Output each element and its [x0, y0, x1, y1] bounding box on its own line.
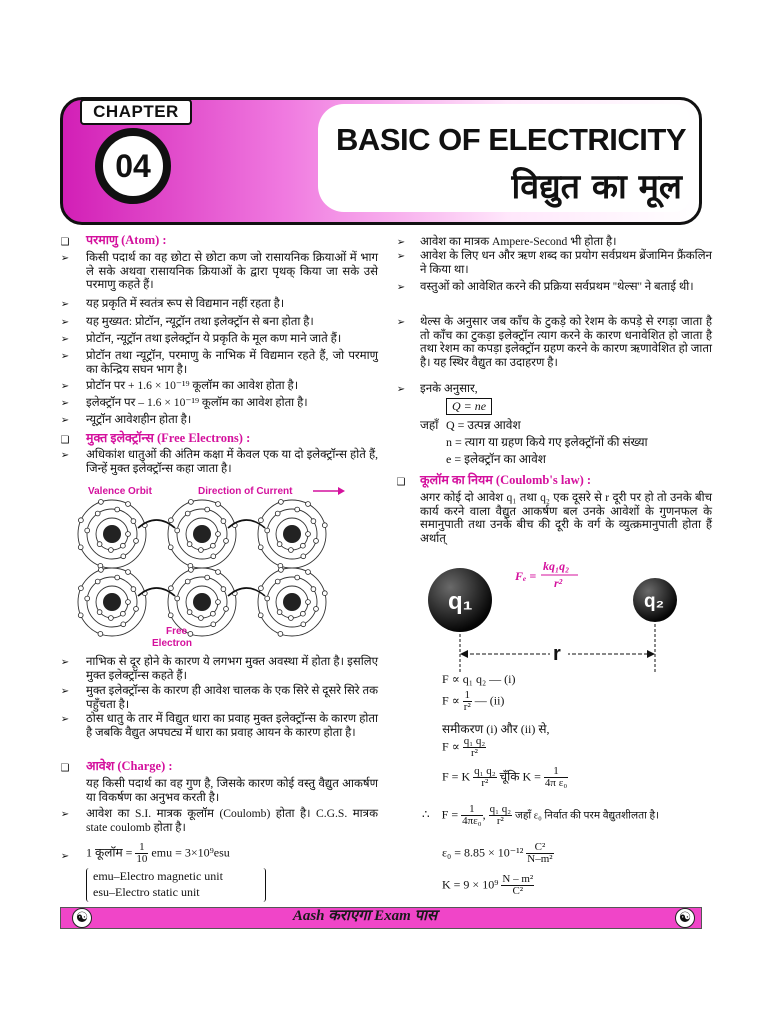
- eq-text: F =: [441, 807, 459, 822]
- fraction: [489, 804, 512, 827]
- electron-dot: [211, 543, 216, 548]
- atom: [258, 568, 327, 637]
- electron-dot: [221, 519, 226, 524]
- electron-dot: [265, 528, 270, 533]
- electron-dot: [189, 568, 194, 573]
- eq-text: ε₀ = 8.85 × 10⁻¹²: [442, 845, 524, 860]
- electron-dot: [295, 507, 300, 512]
- arrow-bullet-icon: ➢: [60, 334, 70, 345]
- list-item: प्रोटॉन तथा न्यूट्रॉन, परमाणु के नाभिक में विद्यमान रहते हैं, जो परमाणु का केन्द्रिय सघन भाग है।: [86, 349, 378, 376]
- list-item: वस्तुओं को आवेशित करने की प्रक्रिया सर्वप्रथम ''थेल्स'' ने बताई थी।: [420, 280, 694, 293]
- fraction-numerator: 1: [461, 804, 483, 816]
- arrow-bullet-icon: ➢: [60, 450, 70, 461]
- fe-numerator: kq₁q₂: [543, 559, 570, 573]
- electron-dot: [79, 586, 84, 591]
- electron-dot: [169, 586, 174, 591]
- list-item: न्यूट्रॉन आवेशहीन होता है।: [86, 413, 192, 426]
- fraction-numerator: q₁ q₂: [489, 803, 512, 815]
- electron-dot: [188, 632, 193, 637]
- k-equation: [442, 874, 534, 897]
- electron-dot: [121, 611, 126, 616]
- list-item: इलेक्ट्रॉन पर – 1.6 × 10⁻¹⁹ कूलॉम का आवेश होता है।: [86, 396, 308, 409]
- atom: [168, 500, 237, 569]
- eq-text: K = 9 × 10⁹: [442, 877, 499, 892]
- electron-dot: [168, 545, 173, 550]
- nucleus: [103, 525, 121, 543]
- electron-dot: [221, 587, 226, 592]
- equation-1: F ∝ q₁ q₂ — (i): [442, 672, 516, 686]
- electron-dot: [275, 511, 280, 516]
- electron-dot: [99, 500, 104, 505]
- fraction-denominator: r²: [496, 815, 504, 827]
- list-item: मुक्त इलेक्ट्रॉन्स के कारण ही आवेश चालक के एक सिरे से दूसरे सिरे तक पहुँचता है।: [86, 684, 378, 711]
- list-item: अधिकांश धातुओं की अंतिम कक्षा में केवल एक या दो इलेक्ट्रॉन्स होते हैं, जिन्हें मुक्त इलेक्ट्रॉन्स कहा जाता है।: [86, 448, 378, 475]
- footer-text: Aash कराएगा Exam पास: [292, 908, 438, 924]
- electron-dot: [115, 575, 120, 580]
- coulomb-emu-equation: [86, 842, 230, 865]
- electron-dot: [301, 554, 306, 559]
- fraction: [135, 842, 148, 865]
- equation-2: [442, 690, 504, 713]
- electron-dot: [258, 545, 263, 550]
- section-heading-coulombs-law: कूलॉम का नियम (Coulomb's law) :: [420, 473, 592, 487]
- electron-dot: [126, 532, 131, 537]
- electron-dot: [121, 554, 126, 559]
- direction-of-current-label: Direction of Current: [198, 486, 293, 497]
- electron-dot: [279, 500, 284, 505]
- arrow-right-icon: [647, 650, 655, 658]
- current-arrow-icon: [338, 487, 345, 495]
- arrow-bullet-icon: ➢: [60, 809, 70, 820]
- eq-text: F ∝: [442, 693, 460, 708]
- electron-dot: [199, 548, 204, 553]
- electron-dot: [275, 579, 280, 584]
- fraction-denominator: C²: [512, 885, 524, 897]
- electron-dot: [126, 600, 131, 605]
- electron-dot: [95, 511, 100, 516]
- eq-text: चूँकि K =: [499, 769, 541, 784]
- eq-text: emu = 3×10⁹esu: [151, 845, 230, 860]
- electron-dot: [306, 532, 311, 537]
- electron-dot: [314, 539, 319, 544]
- electron-dot: [306, 570, 311, 575]
- arrow-bullet-icon: ➢: [60, 714, 70, 725]
- electron-dot: [95, 579, 100, 584]
- electron-dot: [277, 610, 282, 615]
- atom: [78, 568, 147, 637]
- chapter-label: CHAPTER: [80, 99, 192, 125]
- arrow-bullet-icon: ➢: [60, 398, 70, 409]
- electron-dot: [259, 586, 264, 591]
- electron-dot: [175, 528, 180, 533]
- nucleus: [283, 525, 301, 543]
- chapter-number: 04: [95, 128, 171, 204]
- page-title: BASIC OF ELECTRICITY: [336, 122, 686, 157]
- electron-dot: [289, 548, 294, 553]
- fraction: [526, 842, 553, 865]
- electron-dot: [265, 596, 270, 601]
- arrow-bullet-icon: ➢: [60, 351, 70, 362]
- free-label: Free: [166, 626, 188, 637]
- electron-dot: [289, 616, 294, 621]
- list-item: ठोस धातु के तार में विद्युत धारा का प्रवाह मुक्त इलेक्ट्रॉन्स के कारण होता है जबकि वैद्युत अपघट्य में धारा का प्रवाह आयन के कारण होता है।: [86, 712, 378, 739]
- electron-dot: [322, 591, 327, 596]
- fraction-numerator: C²: [526, 842, 553, 854]
- list-item: यह मुख्यत: प्रोटॉन, न्यूट्रॉन तथा इलेक्ट्रॉन से बना होता है।: [86, 315, 314, 328]
- electron-dot: [199, 616, 204, 621]
- atom: [258, 500, 327, 569]
- yin-yang-icon: ☯: [675, 908, 695, 928]
- list-item: यह प्रकृति में स्वतंत्र रूप से विद्यमान नहीं रहता है।: [86, 297, 285, 310]
- fraction-numerator: 1: [544, 766, 568, 778]
- nucleus: [103, 593, 121, 611]
- fraction-denominator: r²: [463, 701, 471, 713]
- fraction-denominator: 10: [136, 853, 148, 865]
- electron-dot: [311, 519, 316, 524]
- electron-dot: [185, 511, 190, 516]
- e-definition: e = इलेक्ट्रॉन का आवेश: [446, 452, 546, 466]
- electron-dot: [187, 610, 192, 615]
- electron-dot: [109, 616, 114, 621]
- arrow-left-icon: [460, 650, 468, 658]
- eq-text: F = K: [442, 769, 471, 784]
- electron-dot: [134, 607, 139, 612]
- list-item: आवेश का मात्रक Ampere-Second भी होता है।: [420, 235, 617, 248]
- nucleus: [193, 525, 211, 543]
- electron-dot: [126, 502, 131, 507]
- electron-dot: [224, 607, 229, 612]
- electron-dot: [131, 519, 136, 524]
- electron-dot: [97, 610, 102, 615]
- electron-dot: [85, 596, 90, 601]
- arrow-bullet-icon: ➢: [60, 381, 70, 392]
- fraction-denominator: N–m²: [527, 853, 553, 865]
- electron-dot: [189, 500, 194, 505]
- arrow-bullet-icon: ➢: [60, 657, 70, 668]
- electron-dot: [109, 548, 114, 553]
- electron-dot: [306, 600, 311, 605]
- q-definition: Q = उत्पन्न आवेश: [446, 418, 521, 432]
- arrow-bullet-icon: ➢: [60, 686, 70, 697]
- fraction: [463, 690, 472, 713]
- electron-dot: [211, 622, 216, 627]
- equation-5: ∴ F = $\frac{1}{\text{4πε₀}}$ , $\frac{\text{q₁ q₂}}{\text{r²}}$ जहाँ ε₀ निर्वात की परम वैद्युतशीलता है।: [422, 803, 660, 827]
- electron-dot: [259, 518, 264, 523]
- electron-dot: [224, 539, 229, 544]
- list-item: प्रोटॉन पर + 1.6 × 10⁻¹⁹ कूलॉम का आवेश होता है।: [86, 379, 299, 392]
- arrow-bullet-icon: ➢: [396, 282, 406, 293]
- square-bullet-icon: ❑: [396, 477, 406, 488]
- section-heading-charge: आवेश (Charge) :: [86, 759, 173, 773]
- fraction-numerator: q₁ q₂: [463, 735, 486, 747]
- fraction: [501, 874, 534, 897]
- fraction-numerator: 1: [464, 689, 471, 701]
- electron-dot: [211, 611, 216, 616]
- eq-text: F ∝: [442, 739, 460, 754]
- fraction-numerator: N – m²: [502, 873, 534, 885]
- arrow-bullet-icon: ➢: [396, 317, 406, 328]
- arrow-bullet-icon: ➢: [60, 299, 70, 310]
- electron-dot: [258, 613, 263, 618]
- eq-text: जहाँ ε₀ निर्वात की परम वैद्युतशीलता है।: [515, 810, 660, 822]
- unit-esu: esu–Electro static unit: [93, 885, 200, 899]
- fraction-denominator: r²: [471, 747, 478, 759]
- list-item: प्रोटॉन, न्यूट्रॉन तथा इलेक्ट्रॉन ये प्रकृति के मूल कण माने जाते हैं।: [86, 332, 342, 345]
- unit-emu: emu–Electro magnetic unit: [93, 869, 223, 883]
- electron-dot: [131, 587, 136, 592]
- electron-dot: [97, 542, 102, 547]
- list-item: इनके अनुसार,: [420, 382, 478, 395]
- electron-dot: [205, 575, 210, 580]
- free-electron-diagram: [70, 482, 370, 650]
- arrow-bullet-icon: ➢: [60, 851, 70, 862]
- page-title-hindi: विद्युत का मूल: [511, 167, 682, 207]
- electron-dot: [322, 523, 327, 528]
- list-item: थेल्स के अनुसार जब काँच के टुकड़े को रेशम के कपड़े से रगड़ा जाता है तो काँच का टुकड़ा इलेक्ट्रॉन त्याग करने के कारण धनावेशित हो जाता है तथा रेशम का कपड़ा इलेक्ट्रॉन ग्रहण करने के कारण ऋणावेशित हो जाता है। यह स्थिर वैद्युत का उदाहरण है।: [420, 315, 712, 369]
- electron-dot: [126, 570, 131, 575]
- electron-dot: [211, 554, 216, 559]
- electron-dot: [99, 568, 104, 573]
- fraction: [473, 766, 496, 789]
- arrow-bullet-icon: ➢: [60, 415, 70, 426]
- atom: [78, 500, 147, 569]
- fraction: [544, 766, 568, 789]
- q2-label: q₂: [644, 591, 665, 612]
- electron-dot: [98, 632, 103, 637]
- list-item: आवेश के लिए धन और ऋण शब्द का प्रयोग सर्वप्रथम ब्रेंजामिन फ्रैंकलिन ने किया था।: [420, 249, 712, 276]
- fe-lhs: Fₑ =: [515, 569, 537, 583]
- combine-text: समीकरण (i) और (ii) से,: [442, 722, 550, 736]
- square-bullet-icon: ❑: [60, 763, 70, 774]
- paragraph: अगर कोई दो आवेश q₁ तथा q₂ एक दूसरे से r दूरी पर हो तो उनके बीच कार्य करने वाला वैद्युत आकर्षण बल उनके आवेशों के गुणनफल के समानुपाती तथा उनके बीच की दूरी के वर्ग के व्युत्क्रमानुपाती होता हैं अर्थात्: [420, 491, 712, 545]
- equation-3: [442, 736, 486, 759]
- fraction: [463, 736, 486, 759]
- electron-dot: [78, 613, 83, 618]
- electron-dot: [115, 507, 120, 512]
- electron-dot: [306, 502, 311, 507]
- list-item: नाभिक से दूर होने के कारण ये लगभग मुक्त अवस्था में होता है। इसलिए मुक्त इलेक्ट्रॉन्स कहते हैं।: [86, 655, 378, 682]
- arrow-bullet-icon: ➢: [396, 237, 406, 248]
- coulomb-law-diagram: [410, 556, 695, 674]
- arrow-bullet-icon: ➢: [60, 317, 70, 328]
- electron-dot: [134, 539, 139, 544]
- electron-dot: [168, 613, 173, 618]
- yin-yang-icon: ☯: [72, 908, 92, 928]
- q-formula-box: Q = ne: [446, 398, 492, 415]
- electron-dot: [216, 502, 221, 507]
- nucleus: [193, 593, 211, 611]
- electron-dot: [311, 587, 316, 592]
- nucleus: [283, 593, 301, 611]
- electron-dot: [216, 600, 221, 605]
- list-item: आवेश का S.I. मात्रक कूलॉम (Coulomb) होता है। C.G.S. मात्रक state coulomb होता है।: [86, 807, 378, 834]
- electron-dot: [79, 518, 84, 523]
- epsilon-equation: [442, 842, 554, 865]
- fraction-denominator: 4π ε₀: [544, 777, 568, 789]
- fraction-denominator: r²: [481, 777, 489, 789]
- square-bullet-icon: ❑: [60, 435, 70, 446]
- electron-dot: [314, 607, 319, 612]
- electron-dot: [301, 611, 306, 616]
- q1-label: q₁: [448, 588, 473, 615]
- electron-dot: [295, 575, 300, 580]
- fe-denominator: r²: [554, 576, 563, 590]
- r-label: r: [553, 643, 561, 665]
- arrow-bullet-icon: ➢: [396, 251, 406, 262]
- electron-dot: [78, 545, 83, 550]
- electron-dot: [301, 622, 306, 627]
- n-definition: n = त्याग या ग्रहण किये गए इलेक्ट्रॉनों की संख्या: [446, 435, 648, 449]
- electron-dot: [175, 596, 180, 601]
- electron-dot: [216, 570, 221, 575]
- atoms-group: [78, 500, 327, 637]
- electron-dot: [121, 543, 126, 548]
- fraction-denominator: 4πε₀: [462, 815, 482, 827]
- list-item: किसी पदार्थ का वह छोटा से छोटा कण जो रासायनिक क्रियाओं में भाग ले सके अथवा रासायनिक क्रियाओं के द्वारा पृथक् किया जा सके उसे परमाणु कहते हैं।: [86, 251, 378, 292]
- arrow-bullet-icon: ➢: [396, 384, 406, 395]
- fraction-numerator: q₁ q₂: [474, 765, 496, 777]
- therefore-symbol: ∴: [422, 807, 430, 822]
- electron-label: Electron: [152, 638, 193, 649]
- eq-text: — (ii): [474, 693, 505, 708]
- arrow-bullet-icon: ➢: [60, 253, 70, 264]
- where-label: जहाँ: [420, 418, 439, 432]
- section-heading-atom: परमाणु (Atom) :: [86, 233, 167, 247]
- paragraph: यह किसी पदार्थ का वह गुण है, जिसके कारण कोई वस्तु वैद्युत आकर्षण या विकर्षण का अनुभव करती है।: [86, 777, 378, 804]
- electron-dot: [169, 518, 174, 523]
- fraction-numerator: 1: [135, 842, 148, 854]
- electron-dot: [185, 579, 190, 584]
- electron-dot: [216, 532, 221, 537]
- electron-dot: [277, 542, 282, 547]
- electron-dot: [205, 507, 210, 512]
- electron-dot: [187, 542, 192, 547]
- electron-dot: [301, 543, 306, 548]
- section-heading-free-electrons: मुक्त इलेक्ट्रॉन्स (Free Electrons) :: [86, 431, 251, 445]
- equation-4: [442, 766, 568, 789]
- electron-dot: [279, 568, 284, 573]
- electron-dot: [121, 622, 126, 627]
- square-bullet-icon: ❑: [60, 237, 70, 248]
- electron-dot: [85, 528, 90, 533]
- eq-text: 1 कूलॉम =: [86, 845, 133, 860]
- fraction: [461, 804, 483, 827]
- valence-orbit-label: Valence Orbit: [88, 486, 152, 497]
- electron-dot: [278, 632, 283, 637]
